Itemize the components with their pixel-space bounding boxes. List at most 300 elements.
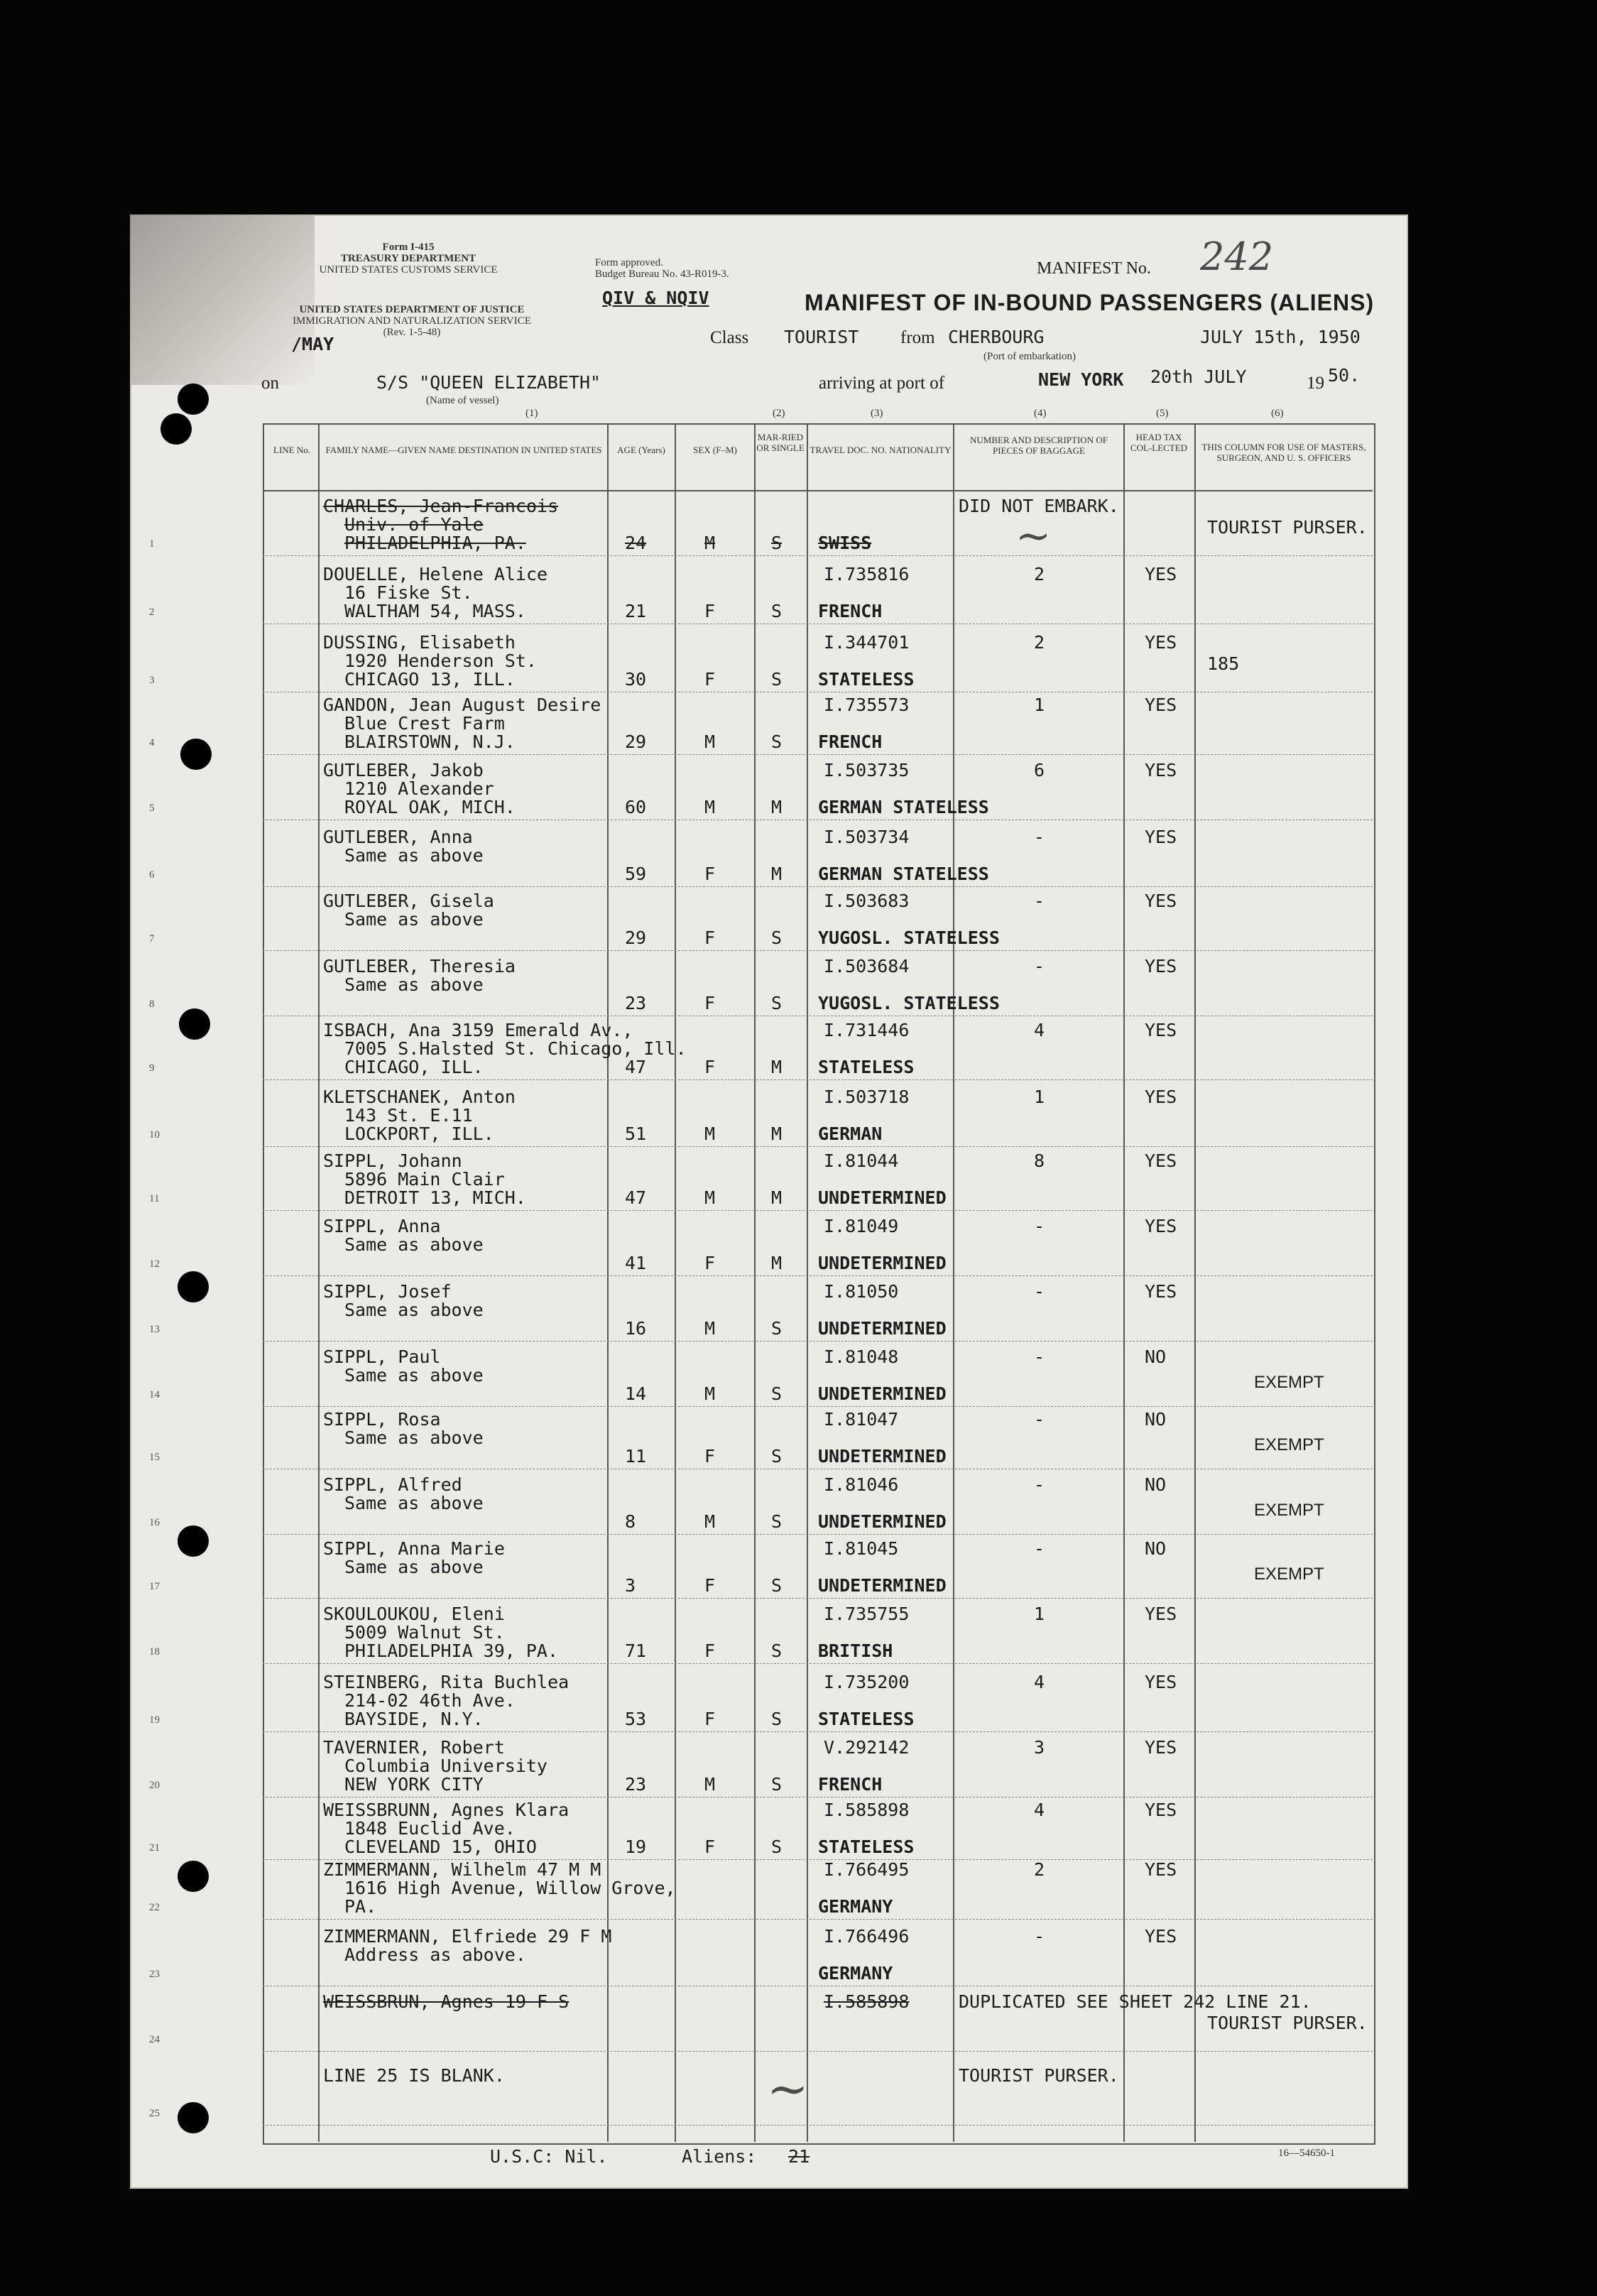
from-value: CHERBOURG: [948, 327, 1045, 347]
row-name: SIPPL, Johann: [323, 1150, 462, 1171]
row-officer: EXEMPT: [1254, 1435, 1324, 1454]
row-separator: [263, 1598, 1373, 1599]
row-tax: YES: [1145, 564, 1177, 584]
row-tax: YES: [1145, 632, 1177, 653]
justice-block: [263, 304, 561, 338]
arrival-port: NEW YORK: [1038, 369, 1124, 390]
row-doc: I.766496: [824, 1926, 910, 1947]
row-dest1: 143 St. E.11: [344, 1105, 473, 1126]
row-tax: YES: [1145, 695, 1177, 715]
on-label: on: [261, 374, 279, 393]
row-age: 30: [625, 669, 647, 690]
row-dest1: 5009 Walnut St.: [344, 1622, 505, 1643]
row-nat: SWISS: [818, 533, 872, 553]
row-mar: M: [771, 1057, 783, 1077]
row-age: 51: [625, 1123, 647, 1144]
col-divider: [807, 423, 808, 2142]
row-name: STEINBERG, Rita Buchlea: [323, 1672, 569, 1692]
row-nat: UNDETERMINED: [818, 1253, 947, 1273]
row-tax: YES: [1145, 1737, 1177, 1758]
punch-hole: [178, 383, 209, 415]
row-mar: S: [771, 731, 783, 752]
col-number-4: (4): [1034, 408, 1047, 419]
row-nat: UNDETERMINED: [818, 1383, 947, 1404]
row-dest1: 7005 S.Halsted St. Chicago, Ill.: [344, 1038, 687, 1059]
row-mar: S: [771, 1837, 783, 1857]
row-separator: [263, 1731, 1373, 1732]
row-dest1: Columbia University: [344, 1756, 547, 1776]
row-tax: NO: [1145, 1538, 1167, 1559]
row-doc: I.735200: [824, 1672, 910, 1692]
row-tax: YES: [1145, 891, 1177, 911]
row-bag: DUPLICATED SEE SHEET 242 LINE 21.: [959, 1991, 1312, 2012]
row-dest1: Same as above: [344, 1557, 484, 1577]
row-dest1: Same as above: [344, 974, 484, 995]
row-line-number: 21: [149, 1842, 160, 1854]
row-line-number: 18: [149, 1646, 160, 1658]
row-line-number: 15: [149, 1452, 160, 1463]
row-line-number: 14: [149, 1389, 160, 1400]
arrival-date: 20th JULY: [1150, 366, 1247, 387]
row-doc: I.503684: [824, 956, 910, 976]
row-bag: 4: [1034, 1800, 1045, 1820]
row-line-number: 4: [149, 737, 155, 749]
row-age: 19: [625, 1837, 647, 1857]
row-sex: M: [704, 1774, 716, 1795]
row-sex: F: [704, 1575, 716, 1596]
row-sex: F: [704, 1253, 716, 1273]
row-tax: YES: [1145, 1150, 1177, 1171]
class-value: TOURIST: [784, 327, 859, 347]
row-doc: I.585898: [824, 1800, 910, 1820]
row-doc: I.735816: [824, 564, 910, 584]
class-label: Class: [710, 328, 749, 347]
row-nat: UNDETERMINED: [818, 1187, 947, 1208]
row-bag: 8: [1034, 1150, 1045, 1171]
row-nat: UNDETERMINED: [818, 1511, 947, 1532]
row-age: 21: [625, 601, 647, 621]
row-dest2: BAYSIDE, N.Y.: [344, 1709, 484, 1729]
row-age: 53: [625, 1709, 647, 1729]
row-separator: [263, 1534, 1373, 1535]
form-number: Form I-415: [382, 241, 435, 253]
row-separator: [263, 1275, 1373, 1276]
row-mar: S: [771, 1774, 783, 1795]
port-embark-caption: (Port of embarkation): [983, 351, 1076, 362]
row-line-number: 24: [149, 2034, 160, 2045]
sailing-date: JULY 15th, 1950: [1200, 327, 1361, 347]
torn-corner: [130, 214, 315, 385]
row-line-number: 16: [149, 1517, 160, 1528]
row-separator: [263, 1406, 1373, 1407]
row-line-number: 25: [149, 2108, 160, 2119]
row-doc: I.766495: [824, 1859, 910, 1880]
row-tax: NO: [1145, 1474, 1167, 1495]
row-age: 29: [625, 927, 647, 948]
row-line-number: 7: [149, 933, 155, 945]
ins-service: IMMIGRATION AND NATURALIZATION SERVICE: [293, 315, 531, 327]
row-bag: 1: [1034, 695, 1045, 715]
row-sex: F: [704, 1641, 716, 1661]
row-dest2: CHICAGO 13, ILL.: [344, 669, 516, 690]
row-bag: 2: [1034, 1859, 1045, 1880]
row-nat: GERMAN STATELESS: [818, 864, 989, 884]
row-nat: STATELESS: [818, 1837, 915, 1857]
row-tax: YES: [1145, 827, 1177, 847]
row-name: GUTLEBER, Anna: [323, 827, 473, 847]
row-nat: BRITISH: [818, 1641, 893, 1661]
col-header-travel-doc: TRAVEL DOC. NO. NATIONALITY: [810, 445, 952, 455]
row-doc: I.81044: [824, 1150, 899, 1171]
row-line-number: 1: [149, 538, 155, 550]
col-number-2: (2): [773, 408, 785, 419]
row-nat: GERMANY: [818, 1963, 893, 1984]
row-line-number: 5: [149, 802, 155, 814]
row-line-number: 19: [149, 1714, 160, 1726]
budget-number: Budget Bureau No. 43-R019-3.: [595, 268, 729, 280]
row-mar: S: [771, 601, 783, 621]
row-doc: I.735755: [824, 1604, 910, 1624]
row-sex: F: [704, 927, 716, 948]
punch-hole: [178, 1271, 209, 1302]
row-mar: S: [771, 1511, 783, 1532]
row-mar: S: [771, 1383, 783, 1404]
row-name: WEISSBRUN, Agnes 19 F S: [323, 1991, 569, 2012]
row-mar: M: [771, 1123, 783, 1144]
aliens-count: 21: [788, 2146, 810, 2167]
row-nat: STATELESS: [818, 669, 915, 690]
row-doc: I.81048: [824, 1346, 899, 1367]
row-bag: -: [1034, 827, 1045, 847]
row-sex: F: [704, 1837, 716, 1857]
row-tax: YES: [1145, 760, 1177, 780]
row-name: TAVERNIER, Robert: [323, 1737, 505, 1758]
row-officer: EXEMPT: [1254, 1565, 1324, 1584]
punch-hole: [178, 1525, 209, 1557]
row-line-number: 6: [149, 869, 155, 881]
row-tax: YES: [1145, 1672, 1177, 1692]
row-mar: S: [771, 927, 783, 948]
row-doc: I.731446: [824, 1020, 910, 1040]
col-header-married: MAR-RIED OR SINGLE: [756, 432, 805, 453]
row-bag: -: [1034, 1409, 1045, 1430]
customs-service: UNITED STATES CUSTOMS SERVICE: [319, 264, 498, 276]
row-dest2: CHICAGO, ILL.: [344, 1057, 484, 1077]
row-separator: [263, 1341, 1373, 1342]
row-sex: M: [704, 1511, 716, 1532]
row-name: LINE 25 IS BLANK.: [323, 2065, 505, 2086]
may-mark: /MAY: [291, 334, 334, 354]
row-name: SIPPL, Anna Marie: [323, 1538, 505, 1559]
row-name: ISBACH, Ana 3159 Emerald Av.,: [323, 1020, 633, 1040]
row-sex: M: [704, 797, 716, 817]
row-officer: 185: [1207, 653, 1240, 674]
row-nat: STATELESS: [818, 1709, 915, 1729]
row-name: GUTLEBER, Jakob: [323, 760, 484, 780]
row-sex: M: [704, 1318, 716, 1339]
row-separator: [263, 2125, 1373, 2126]
row-bag: 2: [1034, 632, 1045, 653]
row-name: ZIMMERMANN, Elfriede 29 F M: [323, 1926, 612, 1947]
row-mar: S: [771, 1709, 783, 1729]
col-header-age: AGE (Years): [617, 445, 665, 455]
row-bag: 2: [1034, 564, 1045, 584]
row-doc: I.503734: [824, 827, 910, 847]
row-officer: TOURIST PURSER.: [1207, 2013, 1368, 2033]
col-divider: [754, 423, 756, 2142]
row-dest2: WALTHAM 54, MASS.: [344, 601, 526, 621]
row-dest1: 1210 Alexander: [344, 778, 494, 799]
col-divider: [953, 423, 954, 2142]
row-sex: F: [704, 669, 716, 690]
row-line-number: 9: [149, 1062, 155, 1074]
row-separator: [263, 1079, 1373, 1080]
col-header-head-tax: HEAD TAX COL-LECTED: [1130, 432, 1188, 453]
row-bag: -: [1034, 891, 1045, 911]
aliens-label: Aliens:: [682, 2146, 757, 2167]
row-tax: YES: [1145, 1087, 1177, 1107]
row-doc: I.503683: [824, 891, 910, 911]
row-name: DOUELLE, Helene Alice: [323, 564, 548, 584]
row-bag: 6: [1034, 760, 1045, 780]
row-dest1: Address as above.: [344, 1944, 526, 1965]
usc-count: U.S.C: Nil.: [490, 2146, 608, 2167]
row-mar: M: [771, 797, 783, 817]
col-number-5: (5): [1156, 408, 1169, 419]
col-number-1: (1): [525, 408, 538, 419]
col-divider: [1123, 423, 1125, 2142]
form-revision: (Rev. 1-5-48): [383, 327, 441, 338]
row-age: 29: [625, 731, 647, 752]
col-header-officers: THIS COLUMN FOR USE OF MASTERS, SURGEON, AND U. S. OFFICERS: [1201, 442, 1366, 463]
vessel-name: S/S "QUEEN ELIZABETH": [376, 372, 601, 393]
row-separator: [263, 1210, 1373, 1211]
qiv-label: QIV & NQIV: [602, 288, 709, 308]
row-bag: -: [1034, 1216, 1045, 1236]
row-name: SIPPL, Paul: [323, 1346, 441, 1367]
row-sex: F: [704, 1057, 716, 1077]
row-separator: [263, 2051, 1373, 2052]
row-doc: I.585898: [824, 1991, 910, 2012]
row-dest2: ROYAL OAK, MICH.: [344, 797, 516, 817]
row-name: WEISSBRUNN, Agnes Klara: [323, 1800, 569, 1820]
page-title: MANIFEST OF IN-BOUND PASSENGERS (ALIENS): [805, 290, 1375, 315]
row-tax: YES: [1145, 1216, 1177, 1236]
row-dest1: Same as above: [344, 1300, 484, 1320]
row-dest1: 1920 Henderson St.: [344, 651, 537, 671]
row-nat: YUGOSL. STATELESS: [818, 927, 1000, 948]
punch-hole: [178, 2102, 209, 2133]
col-number-6: (6): [1271, 408, 1284, 419]
row-line-number: 12: [149, 1258, 160, 1270]
row-dest2: PA.: [344, 1896, 377, 1917]
row-age: 41: [625, 1253, 647, 1273]
row-bag: -: [1034, 1346, 1045, 1367]
row-doc: V.292142: [824, 1737, 910, 1758]
row-name: DUSSING, Elisabeth: [323, 632, 516, 653]
row-separator: [263, 555, 1373, 556]
row-name: GUTLEBER, Theresia: [323, 956, 516, 976]
row-nat: FRENCH: [818, 601, 883, 621]
row-sex: F: [704, 601, 716, 621]
row-line-number: 11: [149, 1193, 160, 1204]
row-nat: STATELESS: [818, 1057, 915, 1077]
row-tax: NO: [1145, 1346, 1167, 1367]
row-line-number: 17: [149, 1581, 160, 1592]
row-bag: -: [1034, 1474, 1045, 1495]
row-name: GANDON, Jean August Desire: [323, 695, 601, 715]
arrival-year-suffix: 50.: [1328, 365, 1361, 386]
row-tax: YES: [1145, 1800, 1177, 1820]
row-tax: YES: [1145, 1926, 1177, 1947]
row-dest1: 16 Fiske St.: [344, 582, 473, 603]
row-dest1: Same as above: [344, 1365, 484, 1386]
row-age: 60: [625, 797, 647, 817]
row-doc: I.81045: [824, 1538, 899, 1559]
row-nat: UNDETERMINED: [818, 1318, 947, 1339]
punch-hole: [160, 413, 192, 445]
header-divider: [263, 490, 1373, 491]
row-nat: GERMAN STATELESS: [818, 797, 989, 817]
row-separator: [263, 1663, 1373, 1664]
row-line-number: 22: [149, 1902, 160, 1913]
row-nat: GERMAN: [818, 1123, 883, 1144]
row-sex: M: [704, 533, 716, 553]
row-line-number: 10: [149, 1129, 160, 1141]
row-dest1: Same as above: [344, 909, 484, 930]
row-line-number: 20: [149, 1780, 160, 1791]
row-dest1: Same as above: [344, 1493, 484, 1513]
row-separator: [263, 1919, 1373, 1920]
manifest-number: 242: [1200, 234, 1274, 279]
row-tax: NO: [1145, 1409, 1167, 1430]
row-sex: M: [704, 1123, 716, 1144]
row-separator: [263, 754, 1373, 755]
row-age: 47: [625, 1057, 647, 1077]
form-approved: Form approved.: [595, 257, 663, 268]
row-mar: S: [771, 1641, 783, 1661]
row-separator: [263, 950, 1373, 951]
row-name: SKOULOUKOU, Eleni: [323, 1604, 505, 1624]
row-mar: S: [771, 533, 783, 553]
row-age: 71: [625, 1641, 647, 1661]
col-header-sex: SEX (F–M): [693, 445, 737, 455]
row-bag: -: [1034, 1926, 1045, 1947]
signature-scrawl: ~: [767, 2060, 809, 2118]
row-doc: I.81047: [824, 1409, 899, 1430]
row-dest1: Same as above: [344, 1427, 484, 1448]
row-sex: M: [704, 731, 716, 752]
treasury-dept: TREASURY DEPARTMENT: [340, 253, 476, 264]
row-dest2: LOCKPORT, ILL.: [344, 1123, 494, 1144]
row-sex: F: [704, 993, 716, 1013]
row-age: 59: [625, 864, 647, 884]
row-age: 47: [625, 1187, 647, 1208]
row-dest1: Blue Crest Farm: [344, 713, 505, 734]
row-bag: 4: [1034, 1020, 1045, 1040]
row-name: SIPPL, Anna: [323, 1216, 441, 1236]
arriving-label: arriving at port of: [819, 374, 945, 393]
col-divider: [1194, 423, 1196, 2142]
row-bag: TOURIST PURSER.: [959, 2065, 1119, 2086]
row-bag: -: [1034, 1538, 1045, 1559]
row-officer: TOURIST PURSER.: [1207, 517, 1368, 538]
row-name: SIPPL, Josef: [323, 1281, 452, 1302]
row-mar: S: [771, 993, 783, 1013]
row-separator: [263, 886, 1373, 887]
row-age: 24: [625, 533, 647, 553]
row-sex: M: [704, 1187, 716, 1208]
row-sex: F: [704, 1709, 716, 1729]
row-dest1: 1848 Euclid Ave.: [344, 1818, 516, 1839]
punch-hole: [179, 1008, 210, 1040]
row-mar: M: [771, 1253, 783, 1273]
row-mar: M: [771, 864, 783, 884]
row-line-number: 8: [149, 999, 155, 1010]
row-line-number: 13: [149, 1324, 160, 1335]
row-age: 14: [625, 1383, 647, 1404]
row-name: KLETSCHANEK, Anton: [323, 1087, 516, 1107]
row-sex: F: [704, 1446, 716, 1467]
row-doc: I.344701: [824, 632, 910, 653]
row-dest2: PHILADELPHIA, PA.: [344, 533, 526, 553]
row-doc: I.503735: [824, 760, 910, 780]
row-doc: I.735573: [824, 695, 910, 715]
row-tax: YES: [1145, 956, 1177, 976]
row-dest1: 1616 High Avenue, Willow Grove,: [344, 1878, 676, 1898]
row-officer: EXEMPT: [1254, 1373, 1324, 1392]
row-name: ZIMMERMANN, Wilhelm 47 M M: [323, 1859, 601, 1880]
punch-hole: [180, 739, 212, 770]
row-line-number: 2: [149, 606, 155, 618]
row-age: 8: [625, 1511, 636, 1532]
row-bag: 1: [1034, 1087, 1045, 1107]
col-header-baggage: NUMBER AND DESCRIPTION OF PIECES OF BAGGAGE: [970, 435, 1108, 456]
row-doc: I.503718: [824, 1087, 910, 1107]
print-code: 16—54650-1: [1278, 2148, 1335, 2159]
row-bag: -: [1034, 956, 1045, 976]
row-mar: S: [771, 1575, 783, 1596]
row-nat: YUGOSL. STATELESS: [818, 993, 1000, 1013]
row-dest2: DETROIT 13, MICH.: [344, 1187, 526, 1208]
row-nat: UNDETERMINED: [818, 1446, 947, 1467]
row-bag: 3: [1034, 1737, 1045, 1758]
row-separator: [263, 1146, 1373, 1147]
row-bag: 4: [1034, 1672, 1045, 1692]
row-bag: -: [1034, 1281, 1045, 1302]
row-line-number: 23: [149, 1969, 160, 1980]
row-doc: I.81049: [824, 1216, 899, 1236]
row-age: 16: [625, 1318, 647, 1339]
row-bag: DID NOT EMBARK.: [959, 496, 1119, 516]
row-age: 3: [625, 1575, 636, 1596]
row-name: SIPPL, Alfred: [323, 1474, 462, 1495]
row-age: 23: [625, 993, 647, 1013]
from-label: from: [900, 328, 935, 347]
row-age: 11: [625, 1446, 647, 1467]
form-agency-block: [298, 241, 518, 276]
row-dest1: 5896 Main Clair: [344, 1169, 505, 1190]
manifest-no-label: MANIFEST No.: [1037, 259, 1151, 278]
row-nat: GERMANY: [818, 1896, 893, 1917]
arrival-year-prefix: 19: [1307, 374, 1324, 393]
row-mar: S: [771, 1318, 783, 1339]
row-age: 23: [625, 1774, 647, 1795]
row-mar: S: [771, 669, 783, 690]
vessel-caption: (Name of vessel): [426, 395, 499, 406]
row-dest2: PHILADELPHIA 39, PA.: [344, 1641, 559, 1661]
row-dest2: NEW YORK CITY: [344, 1774, 484, 1795]
